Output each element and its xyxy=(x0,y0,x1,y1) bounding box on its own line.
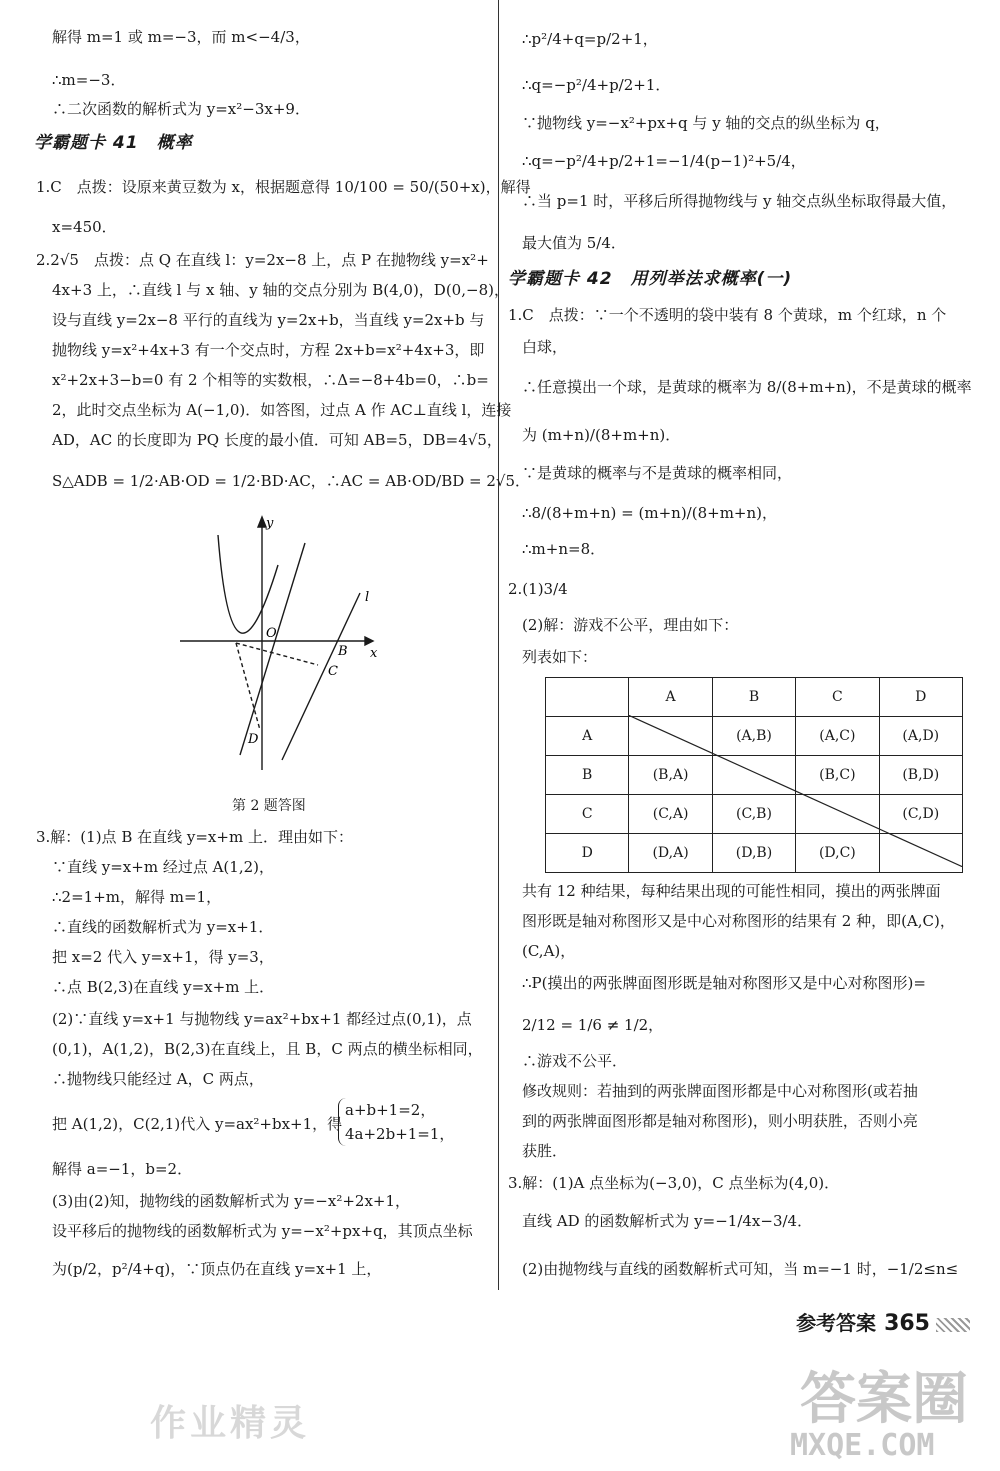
text-line: ∵直线 y=x+m 经过点 A(1,2)， xyxy=(52,858,274,876)
page-number: 365 xyxy=(884,1311,930,1336)
text-line: ∴点 B(2,3)在直线 y=x+m 上． xyxy=(52,978,275,996)
text-line: 设平移后的抛物线的函数解析式为 y=−x²+px+q，其顶点坐标 xyxy=(52,1222,473,1240)
text-line: 为(p/2，p²/4+q)，∵顶点仍在直线 y=x+1 上， xyxy=(52,1260,382,1278)
text-line: 3.解：(1)点 B 在直线 y=x+m 上．理由如下： xyxy=(36,828,353,846)
text-line: 抛物线 y=x²+4x+3 有一个交点时，方程 2x+b=x²+4x+3，即 xyxy=(52,341,485,359)
label-o: O xyxy=(266,626,277,641)
text-line: (2)∵直线 y=x+1 与抛物线 y=ax²+bx+1 都经过点(0,1)，点 xyxy=(52,1010,472,1028)
text-line: AD，AC 的长度即为 PQ 长度的最小值．可知 AB=5，DB=4√5， xyxy=(52,431,502,449)
text-line: 3.解：(1)A 点坐标为(−3,0)，C 点坐标为(4,0)． xyxy=(508,1174,840,1192)
tangent-line xyxy=(240,543,305,755)
table-cell: C xyxy=(546,795,629,834)
text-line: (0,1)，A(1,2)，B(2,3)在直线上，且 B，C 两点的横坐标相同， xyxy=(52,1040,483,1058)
text-line: (2)由抛物线与直线的函数解析式可知，当 m=−1 时，−1/2≤n≤ xyxy=(522,1260,959,1278)
text-line: ∵抛物线 y=−x²+px+q 与 y 轴的交点的纵坐标为 q， xyxy=(522,114,890,132)
page-footer xyxy=(796,1307,970,1336)
text-line: 设与直线 y=2x−8 平行的直线为 y=2x+b，当直线 y=2x+b 与 xyxy=(52,311,485,329)
text-line: ∴q=−p²/4+p/2+1． xyxy=(522,76,671,94)
text-line: 列表如下： xyxy=(522,648,598,666)
equation-1: a+b+1=2， xyxy=(345,1101,436,1119)
text-line: 修改规则：若抽到的两张牌面图形都是中心对称图形(或若抽 xyxy=(522,1082,918,1100)
text-line: 把 A(1,2)，C(2,1)代入 y=ax²+bx+1，得 xyxy=(52,1115,343,1133)
text-line: 图形既是轴对称图形又是中心对称图形的结果有 2 种，即(A,C)， xyxy=(522,912,955,930)
table-cell: A xyxy=(546,717,629,756)
watermark-text: 作业精灵 xyxy=(150,1403,311,1444)
text-line: 最大值为 5/4． xyxy=(522,234,626,252)
watermark-url: MXQE.COM xyxy=(790,1428,935,1463)
text-line: 2.2√5 点拨：点 Q 在直线 l：y=2x−8 上，点 P 在抛物线 y=x²+ xyxy=(36,251,489,269)
text-line: (3)由(2)知，抛物线的函数解析式为 y=−x²+2x+1， xyxy=(52,1192,411,1210)
table-cell: (A,D) xyxy=(879,717,962,756)
text-line: 2，此时交点坐标为 A(−1,0)．如答图，过点 A 作 AC⊥直线 l，连接 xyxy=(52,401,512,419)
label-x: x xyxy=(370,646,378,661)
text-line: 1.C 点拨：设原来黄豆数为 x，根据题意得 10/100 = 50/(50+x)，解得 xyxy=(36,178,531,196)
equation-2: 4a+2b+1=1， xyxy=(345,1125,455,1143)
label-b: B xyxy=(338,644,348,659)
text-line: (C,A)， xyxy=(522,942,576,960)
table-cell: A xyxy=(629,678,712,717)
text-line: 为 (m+n)/(8+m+n)． xyxy=(522,426,681,444)
text-line: ∴P(摸出的两张牌面图形既是轴对称图形又是中心对称图形)= xyxy=(522,974,926,992)
text-line: ∴当 p=1 时，平移后所得抛物线与 y 轴交点纵坐标取得最大值， xyxy=(522,192,957,210)
label-c: C xyxy=(328,664,338,679)
text-line: ∴m=−3． xyxy=(52,71,126,89)
line-l xyxy=(282,593,360,760)
text-line: x²+2x+3−b=0 有 2 个相等的实数根，∴Δ=−8+4b=0，∴b= xyxy=(52,371,489,389)
parabola xyxy=(218,535,278,633)
table-cell: (D,B) xyxy=(712,834,795,873)
label-l: l xyxy=(365,590,370,605)
text-line: 直线 AD 的函数解析式为 y=−1/4x−3/4． xyxy=(522,1212,813,1230)
table-cell: B xyxy=(712,678,795,717)
table-cell: (C,A) xyxy=(629,795,712,834)
section-heading-41: 学霸题卡 41 概率 xyxy=(34,133,193,153)
text-line: 解得 m=1 或 m=−3，而 m<−4/3， xyxy=(52,28,310,46)
text-line: S△ADB = 1/2·AB·OD = 1/2·BD·AC，∴AC = AB·OD/BD = 2√5． xyxy=(52,472,531,490)
segment-ac xyxy=(236,643,318,665)
table-cell: B xyxy=(546,756,629,795)
text-line: 共有 12 种结果，每种结果出现的可能性相同，摸出的两张牌面 xyxy=(522,882,941,900)
text-line: ∴m+n=8． xyxy=(522,540,606,558)
text-line: ∴p²/4+q=p/2+1， xyxy=(522,30,658,48)
table-cell: C xyxy=(796,678,879,717)
table-cell: D xyxy=(546,834,629,873)
text-line: 解得 a=−1，b=2． xyxy=(52,1160,193,1178)
x-axis-arrow xyxy=(365,637,373,645)
table-cell: (A,C) xyxy=(796,717,879,756)
table-cell: (D,C) xyxy=(796,834,879,873)
table-cell: (C,D) xyxy=(879,795,962,834)
geometry-figure xyxy=(170,505,400,780)
text-line: ∴任意摸出一个球，是黄球的概率为 8/(8+m+n)，不是黄球的概率 xyxy=(522,378,972,396)
equation-system xyxy=(338,1098,454,1146)
text-line: 把 x=2 代入 y=x+1，得 y=3， xyxy=(52,948,274,966)
table-diagonal xyxy=(628,715,963,867)
table-cell xyxy=(546,678,629,717)
table-cell: (A,B) xyxy=(712,717,795,756)
segment-ad xyxy=(236,643,260,730)
text-line: ∴游戏不公平． xyxy=(522,1052,628,1070)
table-header-row xyxy=(546,678,963,717)
table-cell: (B,D) xyxy=(879,756,962,795)
y-axis-arrow xyxy=(258,517,266,527)
text-line: 获胜． xyxy=(522,1142,568,1160)
text-line: 到的两张牌面图形都是轴对称图形)，则小明获胜，否则小亮 xyxy=(522,1112,918,1130)
table-cell: (C,B) xyxy=(712,795,795,834)
text-line: 2.(1)3/4 xyxy=(508,580,568,598)
text-line: ∴q=−p²/4+p/2+1=−1/4(p−1)²+5/4， xyxy=(522,152,806,170)
text-line: (2)解：游戏不公平，理由如下： xyxy=(522,616,739,634)
footer-label: 参考答案 xyxy=(796,1311,877,1335)
table-cell: (D,A) xyxy=(629,834,712,873)
text-line: 1.C 点拨：∵一个不透明的袋中装有 8 个黄球，m 个红球，n 个 xyxy=(508,306,947,324)
text-line: 白球， xyxy=(522,338,568,356)
table-cell: (B,C) xyxy=(796,756,879,795)
table-cell: D xyxy=(879,678,962,717)
text-line: ∴二次函数的解析式为 y=x²−3x+9． xyxy=(52,100,310,118)
text-line: ∴直线的函数解析式为 y=x+1． xyxy=(52,918,274,936)
text-line: ∴8/(8+m+n) = (m+n)/(8+m+n)， xyxy=(522,504,777,522)
text-line: ∴抛物线只能经过 A，C 两点， xyxy=(52,1070,264,1088)
text-line: ∵是黄球的概率与不是黄球的概率相同， xyxy=(522,464,793,482)
text-line: 4x+3 上，∴直线 l 与 x 轴、y 轴的交点分别为 B(4,0)，D(0,−8)， xyxy=(52,281,509,299)
figure-caption: 第 2 题答图 xyxy=(232,798,306,814)
text-line: ∴2=1+m，解得 m=1， xyxy=(52,888,222,906)
label-y: y xyxy=(266,516,274,531)
text-line: 2/12 = 1/6 ≠ 1/2， xyxy=(522,1016,664,1034)
table-cell: (B,A) xyxy=(629,756,712,795)
diagonal-line xyxy=(628,715,963,867)
decorative-pattern xyxy=(936,1318,970,1332)
section-heading-42: 学霸题卡 42 用列举法求概率(一) xyxy=(508,269,793,289)
text-line: x=450． xyxy=(52,218,117,236)
watermark-logo: 答案圈 xyxy=(800,1367,968,1432)
label-d: D xyxy=(248,732,259,747)
